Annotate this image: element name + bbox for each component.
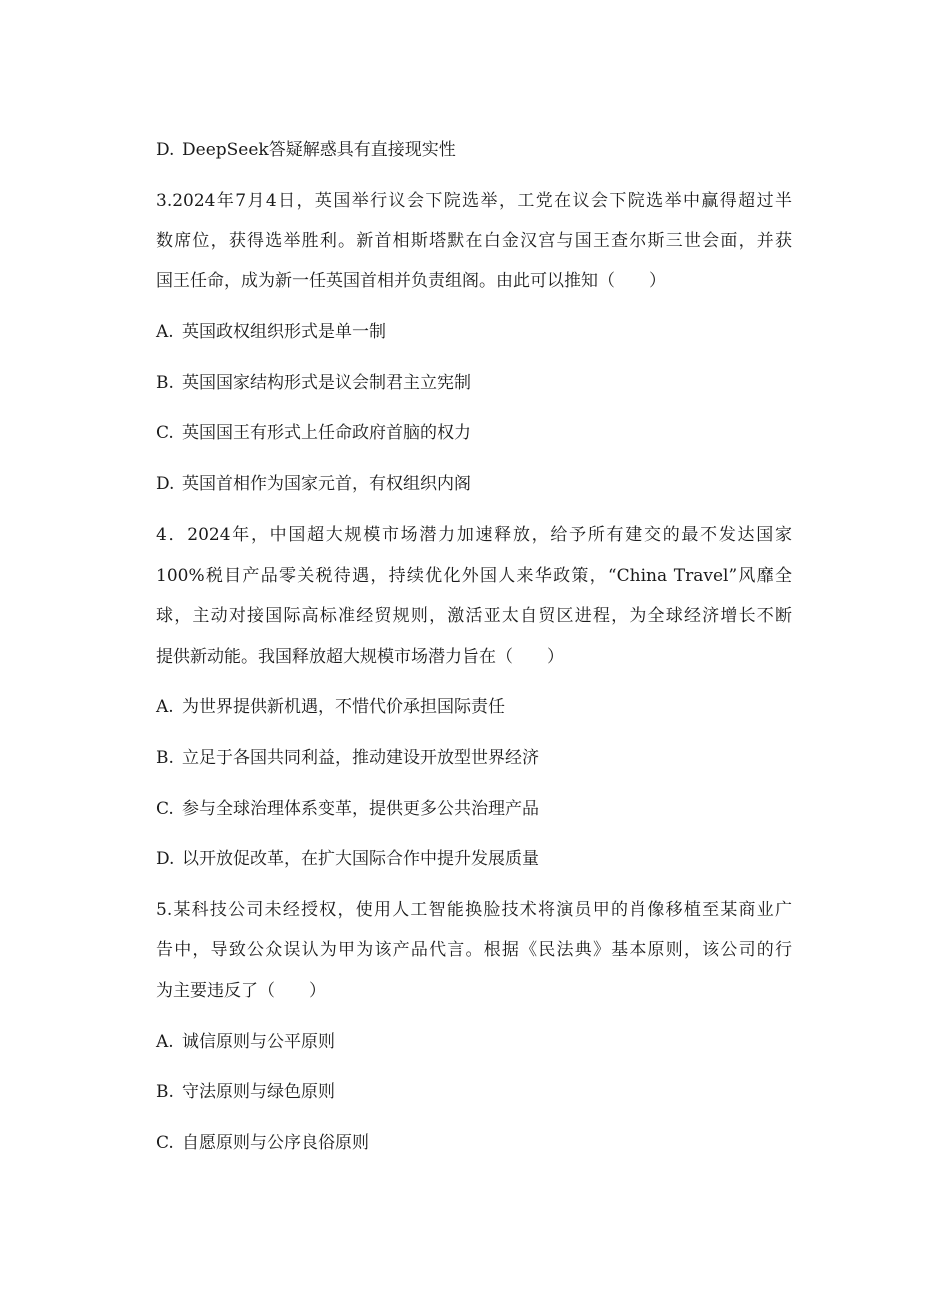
option-label: D.	[156, 474, 175, 494]
option-label: C.	[156, 1133, 174, 1153]
q5-stem-line-3: 为主要违反了（ ）	[156, 981, 326, 1001]
option-label: B.	[156, 373, 174, 393]
option-text: 立足于各国共同利益，推动建设开放型世界经济	[182, 748, 539, 768]
option-label: A.	[156, 1032, 174, 1052]
option-label: B.	[156, 1082, 174, 1102]
option-text: 英国国王有形式上任命政府首脑的权力	[182, 423, 471, 443]
option-text: 英国国家结构形式是议会制君主立宪制	[182, 373, 471, 393]
q3-option-c	[156, 421, 471, 445]
q4-stem-line-1: 4．2024年，中国超大规模市场潜力加速释放，给予所有建交的最不发达国家	[156, 525, 792, 545]
q4-stem-line-4: 提供新动能。我国释放超大规模市场潜力旨在（ ）	[156, 647, 564, 667]
q5-option-b	[156, 1080, 335, 1104]
option-text: 英国首相作为国家元首，有权组织内阁	[182, 474, 471, 494]
option-label: C.	[156, 423, 174, 443]
q2-option-d	[156, 138, 456, 162]
q5-option-a	[156, 1030, 335, 1054]
q4-option-c	[156, 797, 539, 821]
q4-option-a	[156, 695, 505, 719]
option-text: 英国政权组织形式是单一制	[182, 322, 386, 342]
q3-option-d	[156, 472, 471, 496]
q5-stem-line-1: 5.某科技公司未经授权，使用人工智能换脸技术将演员甲的肖像移植至某商业广	[156, 900, 792, 920]
q4-option-d	[156, 847, 539, 871]
q4-stem-line-3: 球，主动对接国际高标准经贸规则，激活亚太自贸区进程，为全球经济增长不断	[156, 606, 792, 626]
q5-option-c	[156, 1131, 369, 1155]
option-label: A.	[156, 697, 174, 717]
option-text: 守法原则与绿色原则	[182, 1082, 335, 1102]
option-text: 为世界提供新机遇，不惜代价承担国际责任	[182, 697, 505, 717]
q5-stem-line-2: 告中，导致公众误认为甲为该产品代言。根据《民法典》基本原则，该公司的行	[156, 940, 792, 960]
option-text: 以开放促改革，在扩大国际合作中提升发展质量	[182, 849, 539, 869]
option-label: A.	[156, 322, 174, 342]
q4-option-b	[156, 746, 539, 770]
option-label: D.	[156, 140, 175, 160]
q3-stem-line-3: 国王任命，成为新一任英国首相并负责组阁。由此可以推知（ ）	[156, 271, 666, 291]
option-text: DeepSeek答疑解惑具有直接现实性	[182, 140, 456, 160]
option-text: 诚信原则与公平原则	[182, 1032, 335, 1052]
option-label: B.	[156, 748, 174, 768]
option-label: C.	[156, 799, 174, 819]
q3-option-a	[156, 320, 386, 344]
q3-stem-line-1: 3.2024年7月4日，英国举行议会下院选举，工党在议会下院选举中赢得超过半	[156, 191, 792, 211]
option-text: 参与全球治理体系变革，提供更多公共治理产品	[182, 799, 539, 819]
option-label: D.	[156, 849, 175, 869]
q3-option-b	[156, 371, 471, 395]
q3-stem-line-2: 数席位，获得选举胜利。新首相斯塔默在白金汉宫与国王查尔斯三世会面，并获	[156, 231, 792, 251]
option-text: 自愿原则与公序良俗原则	[182, 1133, 369, 1153]
q4-stem-line-2: 100%税目产品零关税待遇，持续优化外国人来华政策，“China Travel”风靡全	[156, 566, 792, 586]
